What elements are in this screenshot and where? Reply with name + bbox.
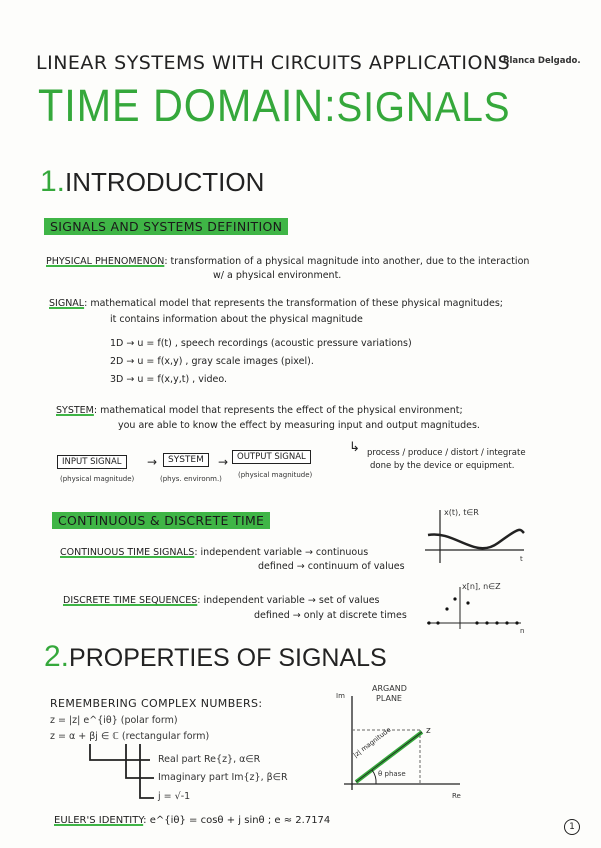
section-1-label: INTRODUCTION bbox=[65, 167, 265, 197]
dt-sample bbox=[475, 621, 478, 624]
continuous-text: : independent variable → continuous bbox=[194, 547, 369, 558]
rectangular-form: z = α + βj ∈ ℂ (rectangular form) bbox=[50, 731, 210, 742]
dt-sample bbox=[485, 621, 488, 624]
page-number: 1 bbox=[564, 819, 580, 835]
physical-phenomenon-def-2: w/ a physical environment. bbox=[213, 270, 342, 281]
dt-sample bbox=[436, 621, 439, 624]
dt-sample bbox=[466, 601, 469, 604]
argand-plane-diagram bbox=[340, 690, 470, 800]
arrow-icon: → bbox=[147, 455, 158, 469]
signal-def-2: it contains information about the physical magnitude bbox=[110, 314, 363, 325]
argand-title-2: PLANE bbox=[376, 694, 402, 703]
course-title: LINEAR SYSTEMS WITH CIRCUITS APPLICATIONS bbox=[36, 52, 511, 74]
corner-arrow-icon: ↳ bbox=[349, 440, 360, 455]
argand-phase-label: θ phase bbox=[378, 770, 406, 778]
section-2-label: PROPERTIES OF SIGNALS bbox=[69, 644, 387, 672]
euler-identity bbox=[54, 815, 330, 826]
author-name: Blanca Delgado. bbox=[503, 56, 581, 66]
system-box: SYSTEM bbox=[163, 453, 209, 467]
output-note: (physical magnitude) bbox=[238, 471, 313, 479]
polar-form: z = |z| e^{iθ} (polar form) bbox=[50, 715, 178, 726]
process-note: process / produce / distort / integrate bbox=[367, 448, 526, 458]
argand-phase-arc bbox=[372, 770, 376, 784]
page-title-sub: SIGNALS bbox=[336, 83, 511, 130]
discrete-def bbox=[63, 595, 380, 606]
argand-magnitude-label: |z| magnitude bbox=[351, 725, 393, 760]
ct-signal-curve bbox=[428, 530, 524, 548]
system-note: (phys. environm.) bbox=[160, 475, 222, 483]
dt-sample bbox=[453, 597, 456, 600]
physical-phenomenon-def bbox=[46, 256, 529, 267]
dt-sample bbox=[445, 607, 448, 610]
ct-axis-label: t bbox=[520, 555, 523, 563]
signals-systems-heading: SIGNALS AND SYSTEMS DEFINITION bbox=[44, 218, 288, 235]
continuous-def-2: defined → continuum of values bbox=[258, 561, 405, 572]
input-signal-box: INPUT SIGNAL bbox=[57, 455, 127, 469]
ct-plot-label: x(t), t∈R bbox=[444, 508, 479, 517]
discrete-term: DISCRETE TIME SEQUENCES bbox=[63, 595, 198, 606]
section-2-title bbox=[44, 640, 387, 674]
tree-branch-j bbox=[140, 744, 154, 798]
dt-sample bbox=[495, 621, 498, 624]
example-1d: 1D → u = f(t) , speech recordings (acoustic pressure variations) bbox=[110, 338, 412, 349]
input-note: (physical magnitude) bbox=[60, 475, 135, 483]
continuous-def bbox=[60, 547, 368, 558]
argand-z-label: z bbox=[426, 726, 431, 736]
output-signal-box: OUTPUT SIGNAL bbox=[232, 450, 311, 464]
continuous-term: CONTINUOUS TIME SIGNALS bbox=[60, 547, 195, 558]
physical-phenomenon-text: : transformation of a physical magnitude into another, due to the interaction bbox=[164, 256, 530, 267]
page-title bbox=[38, 80, 510, 132]
euler-term: EULER'S IDENTITY bbox=[54, 815, 144, 826]
dt-samples bbox=[427, 597, 518, 624]
complex-numbers-heading: REMEMBERING COMPLEX NUMBERS: bbox=[50, 697, 263, 710]
section-2-number: 2. bbox=[44, 640, 70, 673]
signal-term: SIGNAL bbox=[49, 298, 85, 309]
complex-tree-lines bbox=[88, 744, 168, 806]
page-title-main: TIME DOMAIN: bbox=[38, 80, 337, 131]
discrete-signal-plot bbox=[425, 585, 525, 635]
system-def bbox=[56, 405, 463, 416]
signal-def bbox=[49, 298, 503, 309]
dt-plot-label: x[n], n∈Z bbox=[462, 582, 501, 591]
continuous-discrete-heading: CONTINUOUS & DISCRETE TIME bbox=[52, 512, 270, 529]
dt-sample bbox=[427, 621, 430, 624]
dt-sample bbox=[515, 621, 518, 624]
tree-branch-real bbox=[90, 744, 150, 760]
section-1-number: 1. bbox=[40, 165, 66, 198]
process-note-2: done by the device or equipment. bbox=[370, 461, 515, 471]
argand-im-label: Im bbox=[336, 692, 345, 700]
discrete-def-2: defined → only at discrete times bbox=[254, 610, 407, 621]
j-definition: j = √-1 bbox=[158, 791, 191, 802]
system-text: : mathematical model that represents the effect of the physical environment; bbox=[93, 405, 463, 416]
argand-title: ARGAND bbox=[372, 684, 407, 693]
section-1-title bbox=[40, 165, 264, 199]
argand-re-label: Re bbox=[452, 792, 461, 800]
euler-formula: : e^{iθ} = cosθ + j sinθ ; e ≈ 2.7174 bbox=[143, 815, 331, 826]
dt-sample bbox=[505, 621, 508, 624]
real-part: Real part Re{z}, α∈R bbox=[158, 754, 261, 765]
example-2d: 2D → u = f(x,y) , gray scale images (pixel). bbox=[110, 356, 314, 367]
arrow-icon: → bbox=[218, 455, 229, 469]
example-3d: 3D → u = f(x,y,t) , video. bbox=[110, 374, 228, 385]
system-def-2: you are able to know the effect by measuring input and output magnitudes. bbox=[118, 420, 480, 431]
signal-text: : mathematical model that represents the transformation of these physical magnitudes; bbox=[84, 298, 503, 309]
imaginary-part: Imaginary part Im{z}, β∈R bbox=[158, 772, 288, 783]
dt-axis-label: n bbox=[520, 627, 525, 635]
system-term: SYSTEM bbox=[56, 405, 94, 416]
physical-phenomenon-term: PHYSICAL PHENOMENON bbox=[46, 256, 165, 267]
discrete-text: : independent variable → set of values bbox=[197, 595, 380, 606]
